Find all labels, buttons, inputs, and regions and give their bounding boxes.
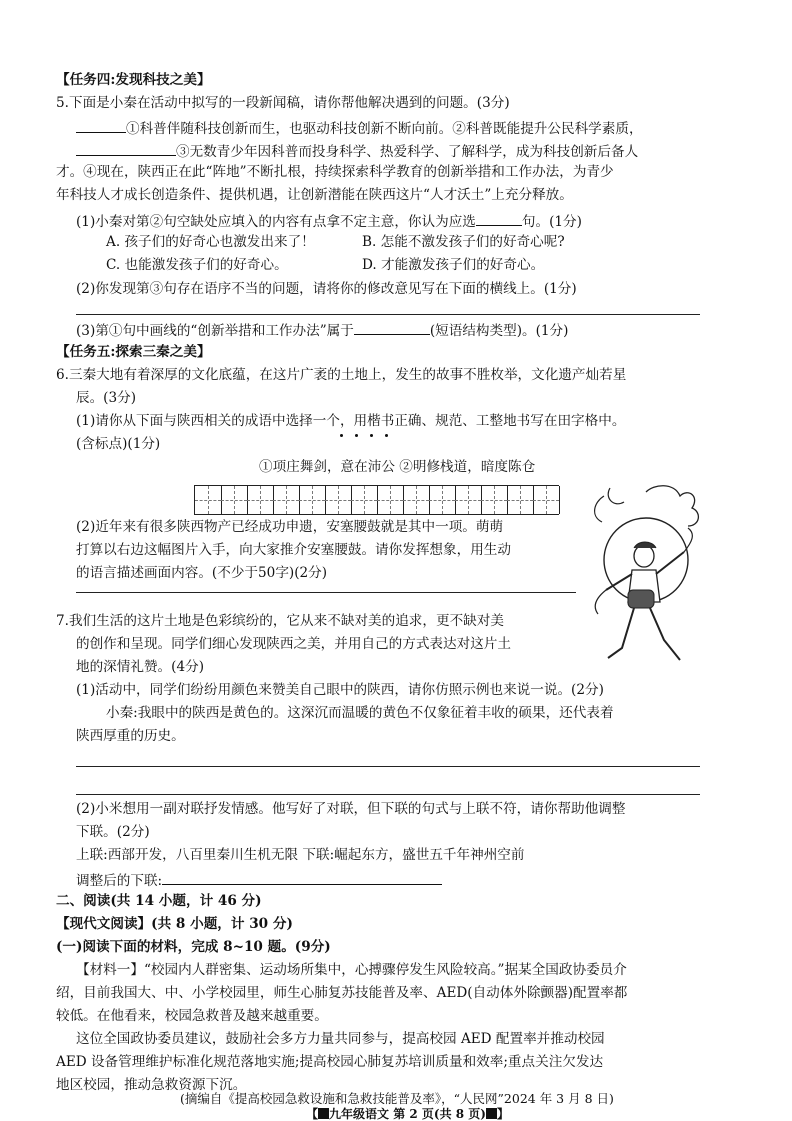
q5-sub2-answer-line[interactable] bbox=[76, 314, 700, 315]
q7-sub1-answer-line1[interactable] bbox=[76, 766, 700, 767]
q7-stem-line1: 7.我们生活的这片土地是色彩缤纷的，它从来不缺对美的追求，更不缺对美 bbox=[56, 613, 504, 629]
q5-sub3-blank[interactable] bbox=[354, 322, 430, 335]
grid-cell[interactable] bbox=[221, 486, 248, 514]
q7-adjusted-label: 调整后的下联: bbox=[76, 872, 442, 889]
grid-cell[interactable] bbox=[299, 486, 326, 514]
q7-couplet: 上联:西部开发，八百里秦川生机无限 下联:崛起东方，盛世五千年神州空前 bbox=[76, 847, 525, 863]
ansai-waist-drum-dancer-illustration bbox=[584, 482, 704, 682]
q7-adjusted-answer-line[interactable] bbox=[162, 872, 442, 885]
grid-cell[interactable] bbox=[377, 486, 404, 514]
q5-blank-2[interactable] bbox=[76, 120, 126, 133]
emphasis-dot bbox=[370, 434, 373, 437]
material1-line1: 【材料一】“校园内人群密集、运动场所集中，心搏骤停发生风险较高。”据某全国政协委员介 bbox=[76, 962, 627, 978]
q7-sub1: (1)活动中，同学们纷纷用颜色来赞美自己眼中的陕西，请你仿照示例也来说一说。(2分) bbox=[76, 682, 604, 698]
modern-reading-title: 【现代文阅读】(共 8 小题，计 30 分) bbox=[56, 916, 293, 932]
q5-stem: 5.下面是小秦在活动中拟写的一段新闻稿，请你帮他解决遇到的问题。(3分) bbox=[56, 95, 510, 111]
task5-title: 【任务五:探索三秦之美】 bbox=[56, 344, 211, 360]
q5-option-c: C. 也能激发孩子们的好奇心。 bbox=[106, 257, 288, 273]
q5-option-a: A. 孩子们的好奇心也激发出来了！ bbox=[106, 234, 315, 250]
grid-cell[interactable] bbox=[247, 486, 274, 514]
tianzige-grid[interactable] bbox=[194, 485, 559, 515]
grid-cell[interactable] bbox=[273, 486, 300, 514]
material1-line4: 这位全国政协委员建议，鼓励社会多方力量共同参与，提高校园 AED 配置率并推动校园 bbox=[76, 1031, 605, 1047]
grid-cell[interactable] bbox=[455, 486, 482, 514]
source-citation: (摘编自《提高校园急救设施和急救技能普及率》，“人民网”2024 年 3 月 8 日) bbox=[180, 1091, 614, 1106]
q7-sub2-line2: 下联。(2分) bbox=[76, 824, 150, 840]
q5-option-d: D. 才能激发孩子们的好奇心。 bbox=[362, 257, 545, 273]
q6-stem-line2: 辰。(3分) bbox=[76, 390, 137, 406]
section2-title: 二、阅读(共 14 小题，计 46 分) bbox=[56, 893, 262, 909]
grid-cell[interactable] bbox=[507, 486, 534, 514]
q7-stem-line2: 的创作和呈现。同学们细心发现陕西之美，并用自己的方式表达对这片土 bbox=[76, 636, 511, 652]
q5-passage-line3: 才。④现在，陕西正在此“阵地”不断扎根，持续探索科学教育的创新举措和工作办法，为青少 bbox=[56, 164, 614, 180]
q6-sub2-line1: (2)近年来有很多陕西物产已经成功申遗，安塞腰鼓就是其中一项。萌萌 bbox=[76, 519, 504, 535]
material1-line5: AED 设备管理维护标准化规范落地实施;提高校园心肺复苏培训质量和效率;重点关注欠发达 bbox=[56, 1054, 604, 1070]
emphasis-dot bbox=[355, 434, 358, 437]
material1-line3: 较低。在他看来，校园急救普及越来越重要。 bbox=[56, 1008, 328, 1024]
black-square-icon bbox=[318, 1108, 329, 1119]
q5-option-b: B. 怎能不激发孩子们的好奇心呢? bbox=[362, 234, 565, 250]
emphasis-dot bbox=[340, 434, 343, 437]
black-square-icon bbox=[486, 1108, 497, 1119]
q6-sub2-line2: 打算以右边这幅图片入手，向大家推介安塞腰鼓。请你发挥想象，用生动 bbox=[76, 542, 511, 558]
q5-sub1-blank[interactable] bbox=[476, 213, 522, 226]
q5-blank-2b[interactable] bbox=[76, 143, 176, 156]
q7-sub1-answer-line2[interactable] bbox=[76, 794, 700, 795]
q6-stem-line1: 6.三秦大地有着深厚的文化底蕴，在这片广袤的土地上，发生的故事不胜枚举，文化遗产灿若星 bbox=[56, 367, 627, 383]
q7-sub1-example-line1: 小秦:我眼中的陕西是黄色的。这深沉而温暖的黄色不仅象征着丰收的硕果，还代表着 bbox=[106, 705, 614, 721]
grid-cell[interactable] bbox=[403, 486, 430, 514]
task4-title: 【任务四:发现科技之美】 bbox=[56, 72, 211, 88]
q5-passage-line2: ③无数青少年因科普而投身科学、热爱科学、了解科学，成为科技创新后备人 bbox=[76, 143, 638, 160]
grid-cell[interactable] bbox=[429, 486, 456, 514]
q5-passage-line4: 年科技人才成长创造条件、提供机遇，让创新潜能在陕西这片“人才沃土”上充分释放。 bbox=[56, 187, 573, 203]
q7-sub1-example-line2: 陕西厚重的历史。 bbox=[76, 728, 185, 744]
q7-stem-line3: 地的深情礼赞。(4分) bbox=[76, 659, 205, 675]
q5-sub1: (1)小秦对第②句空缺处应填入的内容有点拿不定主意，你认为应选 句。(1分) bbox=[76, 214, 582, 230]
q6-sub1-line2: (含标点)(1分) bbox=[76, 436, 161, 452]
material1-line6: 地区校园，推动急救资源下沉。 bbox=[56, 1077, 247, 1093]
grid-cell[interactable] bbox=[195, 486, 222, 514]
grid-cell[interactable] bbox=[325, 486, 352, 514]
q6-answer-line[interactable] bbox=[76, 592, 576, 593]
q6-sub2-line3: 的语言描述画面内容。(不少于50字)(2分) bbox=[76, 565, 328, 581]
grid-cell[interactable] bbox=[481, 486, 508, 514]
grid-cell[interactable] bbox=[351, 486, 378, 514]
q7-sub2-line1: (2)小米想用一副对联抒发情感。他写好了对联，但下联的句式与上联不符，请你帮助他调整 bbox=[76, 801, 626, 817]
q6-sub1-line1: (1)请你从下面与陕西相关的成语中选择一个，用楷书正确、规范、工整地书写在田字格中。 bbox=[76, 413, 626, 429]
q5-sub2: (2)你发现第③句存在语序不当的问题，请将你的修改意见写在下面的横线上。(1分) bbox=[76, 281, 577, 297]
q5-passage-line1: ①科普伴随科技创新而生，也驱动科技创新不断向前。②科普既能提升公民科学素质， bbox=[76, 120, 643, 137]
page-footer: 【 九年级语文 第 2 页(共 8 页) 】 bbox=[306, 1107, 509, 1121]
grid-cell[interactable] bbox=[533, 486, 560, 514]
q6-idiom-options: ①项庄舞剑，意在沛公 ②明修栈道，暗度陈仓 bbox=[259, 459, 536, 475]
material1-line2: 绍，目前我国大、中、小学校园里，师生心肺复苏技能普及率、AED(自动体外除颤器)配置率都 bbox=[56, 985, 628, 1001]
reading1-title: (一)阅读下面的材料，完成 8~10 题。(9分) bbox=[56, 939, 331, 955]
q5-sub3: (3)第①句中画线的“创新举措和工作办法”属于 (短语结构类型)。(1分) bbox=[76, 323, 569, 339]
emphasis-dot bbox=[385, 434, 388, 437]
